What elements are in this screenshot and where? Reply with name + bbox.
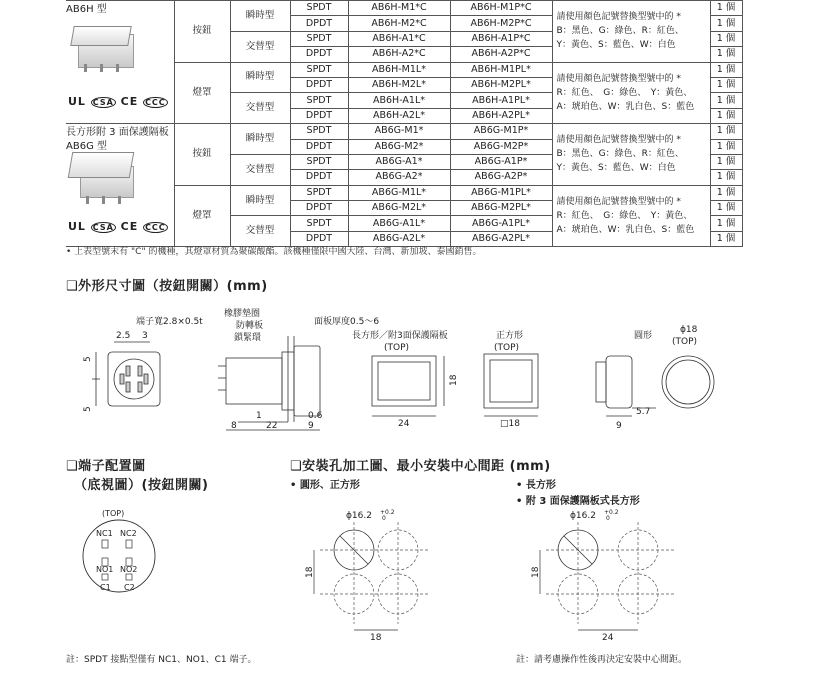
model-cell: AB6G-M2* xyxy=(348,139,450,154)
action-cell: 交替型 xyxy=(230,93,290,124)
pin-no2: NO2 xyxy=(120,565,138,574)
group-label xyxy=(66,124,174,247)
square-top-view xyxy=(484,354,538,408)
model-cell: AB6H-M1*C xyxy=(348,1,450,16)
label-lock-ring: 鎖緊環 xyxy=(234,333,262,343)
dim-24: 24 xyxy=(398,419,410,429)
dim-5a: 5 xyxy=(83,356,93,362)
bottom-view-body xyxy=(108,352,160,406)
color-note-line: 請使用顏色記號替換型號中的 * xyxy=(556,135,681,146)
terminal-top-label: (TOP) xyxy=(102,509,125,518)
pole-cell: SPDT xyxy=(290,185,348,200)
dim-9: 9 xyxy=(308,421,314,431)
terminal-subtitle: （底視圖）(按鈕開關) xyxy=(74,478,209,493)
footnote: • 上表型號末有 "C" 的機種，其燈罩材質為聚碳酸酯。該機種僅限中國大陸、台灣、新加坡、泰國銷售。 xyxy=(66,247,482,257)
action-cell: 交替型 xyxy=(230,216,290,247)
action-cell: 瞬時型 xyxy=(230,1,290,32)
pole-cell: SPDT xyxy=(290,31,348,46)
hole-tol-dn-left: 0 xyxy=(382,515,386,522)
qty-cell: 1 個 xyxy=(710,154,742,169)
dim-2-5: 2.5 xyxy=(116,331,131,341)
pin-c2: C2 xyxy=(124,583,135,592)
ce-mark-icon: CE xyxy=(120,220,139,233)
action-cell: 交替型 xyxy=(230,31,290,62)
pole-cell: SPDT xyxy=(290,124,348,139)
model-cell: AB6H-M1L* xyxy=(348,62,450,77)
pole-cell: SPDT xyxy=(290,154,348,169)
pole-cell: SPDT xyxy=(290,1,348,16)
model-p-cell: AB6H-A1P*C xyxy=(450,31,552,46)
pin-nc1: NC1 xyxy=(96,529,113,538)
color-note-line: Y：黃色、S：藍色、W：白色 xyxy=(556,40,676,51)
csa-mark-icon: CSA xyxy=(92,223,114,232)
pole-cell: DPDT xyxy=(290,77,348,92)
color-note-cell xyxy=(552,1,710,63)
pole-cell: DPDT xyxy=(290,170,348,185)
model-p-cell: AB6G-A2PL* xyxy=(450,231,552,246)
mounting-note: 註：請考慮操作性後再決定安裝中心間距。 xyxy=(516,655,688,665)
table-row xyxy=(66,1,742,16)
table-row xyxy=(66,124,742,139)
color-note-line: R：紅色、 G：綠色、 Y：黃色、 xyxy=(556,210,693,221)
hole-diameter-right: ϕ16.2 xyxy=(570,511,596,521)
qty-cell: 1 個 xyxy=(710,170,742,185)
dim-5b: 5 xyxy=(83,406,93,412)
pole-cell: DPDT xyxy=(290,231,348,246)
label-top-2: (TOP) xyxy=(494,343,520,353)
type-cell: 按鈕 xyxy=(174,124,230,186)
color-note-line: 請使用顏色記號替換型號中的 * xyxy=(556,12,681,23)
ul-mark-icon: UL xyxy=(68,220,86,233)
dim-1: 1 xyxy=(256,411,262,421)
model-p-cell: AB6G-M1PL* xyxy=(450,185,552,200)
type-cell: 按鈕 xyxy=(174,1,230,63)
dim-22: 22 xyxy=(266,421,278,431)
terminal-diagram xyxy=(74,508,164,598)
side-view-cap xyxy=(294,346,320,416)
qty-cell: 1 個 xyxy=(710,108,742,123)
model-p-cell: AB6H-A2P*C xyxy=(450,47,552,62)
pole-cell: DPDT xyxy=(290,139,348,154)
qty-cell: 1 個 xyxy=(710,124,742,139)
qty-cell: 1 個 xyxy=(710,16,742,31)
label-top-3: (TOP) xyxy=(672,337,698,347)
model-cell: AB6G-M1L* xyxy=(348,185,450,200)
model-cell: AB6H-A1L* xyxy=(348,93,450,108)
model-cell: AB6H-A2*C xyxy=(348,47,450,62)
action-cell: 交替型 xyxy=(230,154,290,185)
ul-mark-icon: UL xyxy=(68,95,86,108)
qty-cell: 1 個 xyxy=(710,31,742,46)
side-view-body xyxy=(226,358,282,404)
pin-no1: NO1 xyxy=(96,565,114,574)
model-p-cell: AB6G-M2PL* xyxy=(450,201,552,216)
dim-5-7: 5.7 xyxy=(636,407,651,417)
model-cell: AB6G-A2L* xyxy=(348,231,450,246)
csa-mark-icon: CSA xyxy=(92,98,114,107)
qty-cell: 1 個 xyxy=(710,62,742,77)
model-p-cell: AB6H-A1PL* xyxy=(450,93,552,108)
group-label-line: AB6H 型 xyxy=(66,4,107,15)
round-side-view xyxy=(606,356,632,408)
model-p-cell: AB6H-M1P*C xyxy=(450,1,552,16)
group-label-line: 長方形附 3 面保護隔板 xyxy=(66,127,169,139)
model-cell: AB6G-A1* xyxy=(348,154,450,169)
rect-top-view xyxy=(372,356,436,406)
model-cell: AB6H-M2*C xyxy=(348,16,450,31)
model-cell: AB6H-A2L* xyxy=(348,108,450,123)
ccc-mark-icon: CCC xyxy=(145,98,166,107)
outline-title: ❑外形尺寸圖（按鈕開關）(mm) xyxy=(66,279,268,294)
qty-cell: 1 個 xyxy=(710,185,742,200)
color-note-line: 請使用顏色記號替換型號中的 * xyxy=(556,73,681,84)
label-anti-rotation: 防轉板 xyxy=(236,321,264,331)
color-note-line: 請使用顏色記號替換型號中的 * xyxy=(556,196,681,207)
mounting-right-diagram xyxy=(516,506,686,646)
mounting-right-label: • 長方形 xyxy=(516,480,556,491)
label-rect-guard: 長方形／附3面保護隔板 xyxy=(352,331,448,341)
qty-cell: 1 個 xyxy=(710,201,742,216)
color-note-cell xyxy=(552,185,710,247)
label-rubber-gasket: 橡膠墊圈 xyxy=(224,309,261,319)
ce-mark-icon: CE xyxy=(120,95,139,108)
model-cell: AB6H-A1*C xyxy=(348,31,450,46)
dim-3: 3 xyxy=(142,331,148,341)
hole-tol-dn-right: 0 xyxy=(606,515,610,522)
model-p-cell: AB6H-M2P*C xyxy=(450,16,552,31)
pin-c1: C1 xyxy=(100,583,111,592)
model-cell: AB6G-A1L* xyxy=(348,216,450,231)
hole-tol-up-left: +0.2 xyxy=(380,509,395,516)
action-cell: 瞬時型 xyxy=(230,185,290,216)
qty-cell: 1 個 xyxy=(710,93,742,108)
dim-9b: 9 xyxy=(616,421,622,431)
color-note-line: A：琥珀色、W：乳白色、S：藍色 xyxy=(556,224,695,235)
color-note-cell xyxy=(552,62,710,124)
model-p-cell: AB6H-M1PL* xyxy=(450,62,552,77)
model-p-cell: AB6G-A2P* xyxy=(450,170,552,185)
action-cell: 瞬時型 xyxy=(230,62,290,93)
model-cell: AB6H-M2L* xyxy=(348,77,450,92)
label-square: 正方形 xyxy=(496,331,524,341)
dim-8: 8 xyxy=(231,421,237,431)
label-panel-thickness: 面板厚度0.5～6 xyxy=(314,317,380,327)
dim-terminal-width: 端子寬2.8×0.5t xyxy=(136,317,203,327)
group-label xyxy=(66,1,174,124)
qty-cell: 1 個 xyxy=(710,1,742,16)
type-cell: 燈罩 xyxy=(174,185,230,247)
qty-cell: 1 個 xyxy=(710,231,742,246)
model-cell: AB6G-M1* xyxy=(348,124,450,139)
round-top-view xyxy=(662,356,714,408)
qty-cell: 1 個 xyxy=(710,47,742,62)
mounting-left-label: • 圓形、正方形 xyxy=(290,480,360,491)
terminal-note: 註：SPDT 接點型僅有 NC1、NO1、C1 端子。 xyxy=(66,655,257,665)
pole-cell: DPDT xyxy=(290,47,348,62)
mounting-left-diagram xyxy=(290,506,440,646)
label-top-1: (TOP) xyxy=(384,343,410,353)
model-p-cell: AB6G-A1P* xyxy=(450,154,552,169)
label-phi18: ϕ18 xyxy=(680,325,698,335)
terminal-title: ❑端子配置圖 xyxy=(66,459,146,474)
pole-cell: DPDT xyxy=(290,16,348,31)
pole-cell: SPDT xyxy=(290,216,348,231)
dim-0-6: 0.6 xyxy=(308,411,323,421)
pole-cell: SPDT xyxy=(290,62,348,77)
spec-table xyxy=(66,0,743,247)
pitch-v-right: 18 xyxy=(531,566,541,578)
ccc-mark-icon: CCC xyxy=(145,223,166,232)
qty-cell: 1 個 xyxy=(710,216,742,231)
pitch-h-left: 18 xyxy=(370,633,382,643)
pole-cell: DPDT xyxy=(290,108,348,123)
color-note-line: B：黑色、G：綠色、R：紅色、 xyxy=(556,149,684,160)
model-p-cell: AB6H-M2PL* xyxy=(450,77,552,92)
dim-square-18: □18 xyxy=(500,419,520,429)
type-cell: 燈罩 xyxy=(174,62,230,124)
dim-18-vertical: 18 xyxy=(449,374,459,386)
hole-tol-up-right: +0.2 xyxy=(604,509,619,516)
mounting-right-label-2: • 附 3 面保護隔板式長方形 xyxy=(516,496,640,507)
model-p-cell: AB6G-M1P* xyxy=(450,124,552,139)
pole-cell: DPDT xyxy=(290,201,348,216)
color-note-line: Y：黃色、S：藍色、W：白色 xyxy=(556,163,676,174)
qty-cell: 1 個 xyxy=(710,139,742,154)
pitch-h-right: 24 xyxy=(602,633,614,643)
color-note-line: R：紅色、 G：綠色、 Y：黃色、 xyxy=(556,87,693,98)
model-p-cell: AB6G-A1PL* xyxy=(450,216,552,231)
model-cell: AB6G-M2L* xyxy=(348,201,450,216)
pin-nc2: NC2 xyxy=(120,529,137,538)
label-round: 圓形 xyxy=(634,331,653,341)
action-cell: 瞬時型 xyxy=(230,124,290,155)
color-note-line: B：黑色、G：綠色、R：紅色、 xyxy=(556,26,684,37)
model-p-cell: AB6H-A2PL* xyxy=(450,108,552,123)
outline-drawing xyxy=(66,296,756,444)
model-cell: AB6G-A2* xyxy=(348,170,450,185)
model-p-cell: AB6G-M2P* xyxy=(450,139,552,154)
color-note-cell xyxy=(552,124,710,186)
mounting-title: ❑安裝孔加工圖、最小安裝中心間距 (mm) xyxy=(290,459,551,474)
qty-cell: 1 個 xyxy=(710,77,742,92)
color-note-line: A：琥珀色、W：乳白色、S：藍色 xyxy=(556,101,695,112)
group-label-line: AB6G 型 xyxy=(66,141,107,153)
pole-cell: SPDT xyxy=(290,93,348,108)
hole-diameter-left: ϕ16.2 xyxy=(346,511,372,521)
pitch-v-left: 18 xyxy=(305,566,315,578)
